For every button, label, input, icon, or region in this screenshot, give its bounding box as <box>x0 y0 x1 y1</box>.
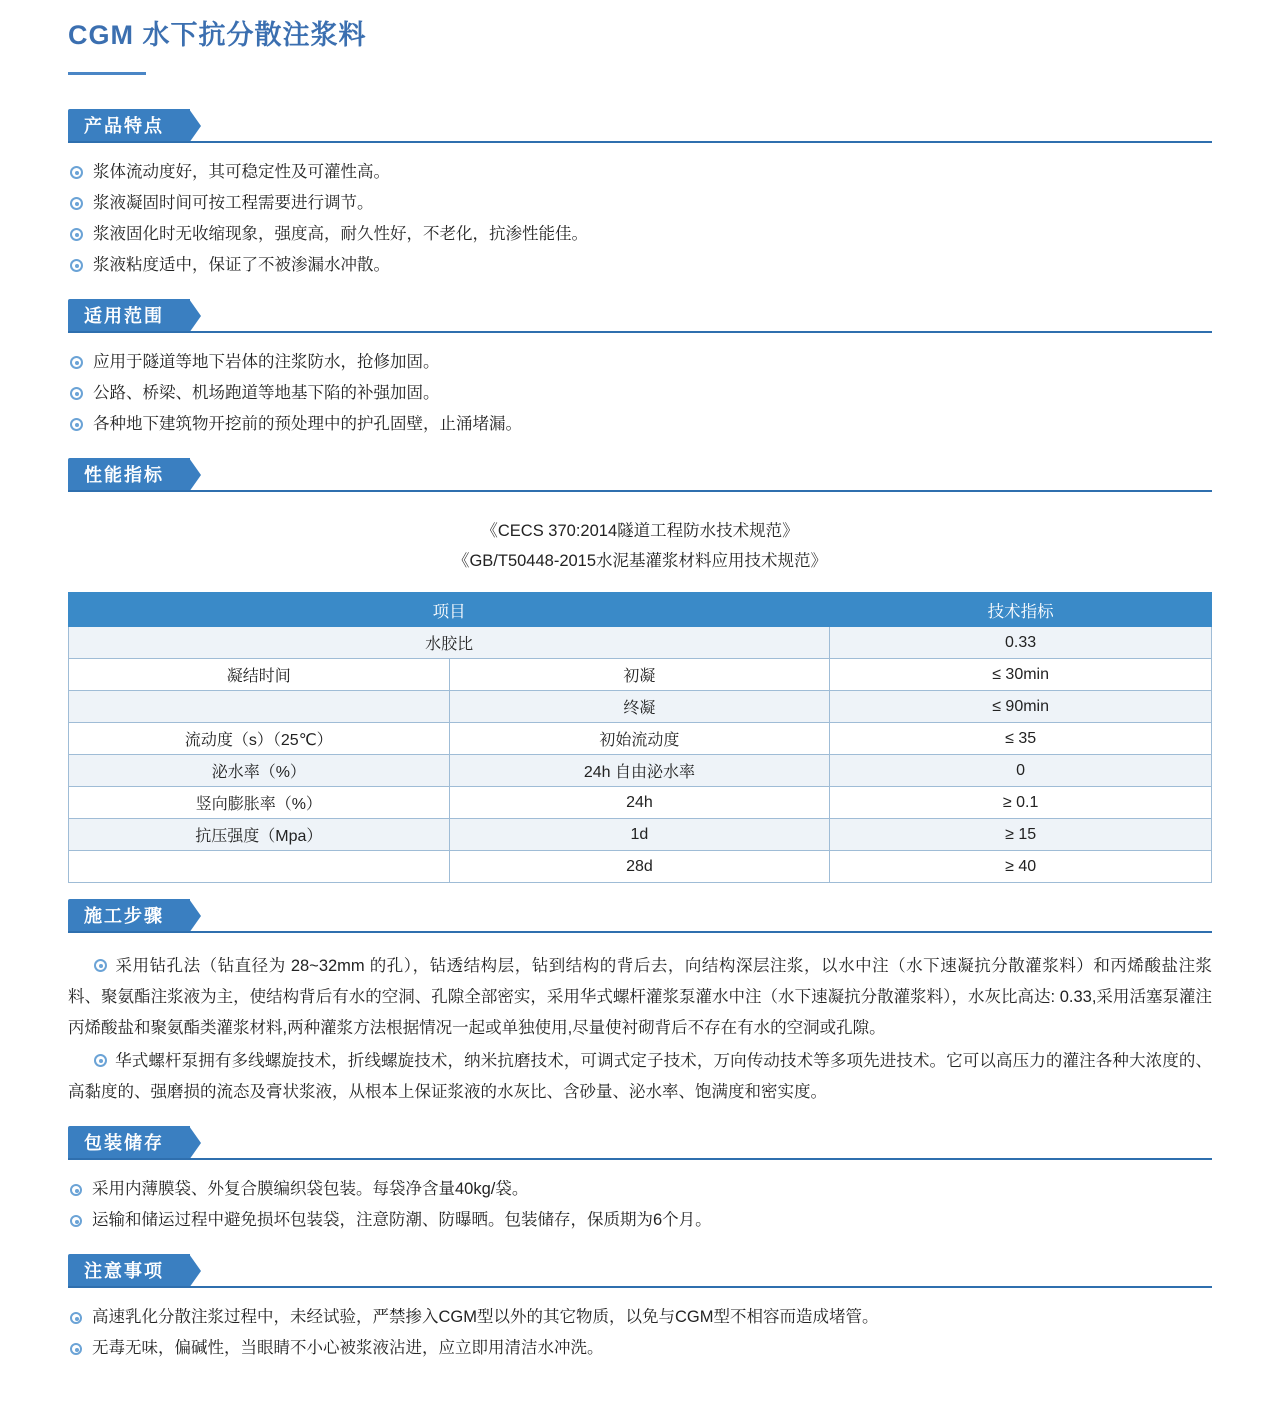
table-cell-value: ≥ 40 <box>830 851 1212 883</box>
section-rule <box>68 141 1212 143</box>
section-packaging <box>68 1126 1212 1248</box>
table-row <box>69 755 1212 787</box>
table-cell-value: 0.33 <box>830 627 1212 659</box>
section-header-scope <box>68 299 1212 333</box>
table-row <box>69 691 1212 723</box>
scope-list <box>68 343 1212 452</box>
table-cell-value: ≥ 15 <box>830 819 1212 851</box>
table-header-cell: 项目 <box>69 593 830 627</box>
table-header-cell: 技术指标 <box>830 593 1212 627</box>
section-rule <box>68 1158 1212 1160</box>
section-title-performance: 性能指标 <box>68 458 190 492</box>
table-header-row <box>69 593 1212 627</box>
table-cell-item: 抗压强度（Mpa） <box>69 819 450 851</box>
table-cell-sub: 初始流动度 <box>449 723 830 755</box>
list-item-text: 采用内薄膜袋、外复合膜编织袋包装。每袋净含量40kg/袋。 <box>92 1180 529 1198</box>
list-item <box>68 250 1212 281</box>
bullet-icon <box>70 356 83 369</box>
table-cell-value: ≤ 90min <box>830 691 1212 723</box>
list-item <box>68 1302 1212 1333</box>
section-header-packaging <box>68 1126 1212 1160</box>
section-scope <box>68 299 1212 452</box>
bullet-icon <box>94 1054 107 1067</box>
list-item-text: 应用于隧道等地下岩体的注浆防水，抢修加固。 <box>93 353 440 371</box>
list-item <box>68 347 1212 378</box>
title-underline <box>68 72 146 75</box>
table-row <box>69 659 1212 691</box>
section-rule <box>68 331 1212 333</box>
table-row <box>69 851 1212 883</box>
section-steps <box>68 899 1212 1120</box>
section-title-notes: 注意事项 <box>68 1254 190 1288</box>
list-item <box>68 1333 1212 1364</box>
steps-paragraphs <box>68 943 1212 1120</box>
bullet-icon <box>70 387 83 400</box>
paragraph <box>68 951 1212 1044</box>
list-item-text: 公路、桥梁、机场跑道等地基下陷的补强加固。 <box>93 384 440 402</box>
table-cell-value: ≤ 30min <box>830 659 1212 691</box>
section-title-steps: 施工步骤 <box>68 899 190 933</box>
paragraph-text: 华式螺杆泵拥有多线螺旋技术，折线螺旋技术，纳米抗磨技术，可调式定子技术，万向传动技术等多项先进技术。它可以高压力的灌注各种大浓度的、高黏度的、强磨损的流态及膏状浆液，从根本上保证浆液的水灰比、含砂量、泌水率、饱满度和密实度。 <box>68 1052 1212 1101</box>
section-rule <box>68 1286 1212 1288</box>
features-list <box>68 153 1212 293</box>
table-cell-item: 竖向膨胀率（%） <box>69 787 450 819</box>
table-cell-value: ≥ 0.1 <box>830 787 1212 819</box>
paragraph <box>68 1046 1212 1108</box>
bullet-icon <box>70 197 83 210</box>
list-item <box>68 378 1212 409</box>
section-title-scope: 适用范围 <box>68 299 190 333</box>
section-header-features <box>68 109 1212 143</box>
page-title: CGM 水下抗分散注浆料 <box>68 20 367 50</box>
section-features <box>68 109 1212 293</box>
section-header-notes <box>68 1254 1212 1288</box>
table-cell-item: 凝结时间 <box>69 659 450 691</box>
list-item-text: 各种地下建筑物开挖前的预处理中的护孔固壁，止涌堵漏。 <box>93 415 522 433</box>
list-item-text: 高速乳化分散注浆过程中，未经试验，严禁掺入CGM型以外的其它物质，以免与CGM型不相容而造成堵管。 <box>92 1308 879 1326</box>
section-title-packaging: 包装储存 <box>68 1126 190 1160</box>
list-item-text: 运输和储运过程中避免损坏包装袋，注意防潮、防曝晒。包装储存，保质期为6个月。 <box>92 1211 712 1229</box>
bullet-icon <box>94 959 107 972</box>
table-cell-sub: 1d <box>449 819 830 851</box>
section-performance <box>68 458 1212 883</box>
section-title-features: 产品特点 <box>68 109 190 143</box>
table-cell-sub: 28d <box>449 851 830 883</box>
list-item-text: 浆液固化时无收缩现象，强度高，耐久性好，不老化，抗渗性能佳。 <box>93 225 588 243</box>
notes-list <box>68 1298 1212 1376</box>
section-header-steps <box>68 899 1212 933</box>
table-cell-item: 水胶比 <box>69 627 830 659</box>
section-notes <box>68 1254 1212 1376</box>
table-row <box>69 819 1212 851</box>
table-cell-item: 泌水率（%） <box>69 755 450 787</box>
table-cell-item <box>69 691 450 723</box>
table-cell-sub: 终凝 <box>449 691 830 723</box>
section-rule <box>68 490 1212 492</box>
table-cell-value: 0 <box>830 755 1212 787</box>
section-header-performance <box>68 458 1212 492</box>
bullet-icon <box>70 166 83 179</box>
bullet-icon <box>70 1343 82 1355</box>
packaging-list <box>68 1170 1212 1248</box>
table-cell-sub: 初凝 <box>449 659 830 691</box>
table-row <box>69 627 1212 659</box>
bullet-icon <box>70 259 83 272</box>
table-cell-value: ≤ 35 <box>830 723 1212 755</box>
bullet-icon <box>70 1312 82 1324</box>
bullet-icon <box>70 228 83 241</box>
list-item <box>68 219 1212 250</box>
bullet-icon <box>70 418 83 431</box>
paragraph-text: 采用钻孔法（钻直径为 28~32mm 的孔），钻透结构层，钻到结构的背后去，向结构深层注浆，以水中注（水下速凝抗分散灌浆料）和丙烯酸盐注浆料、聚氨酯注浆液为主，使结构背后有水的空洞、孔隙全部密实，采用华式螺杆灌浆泵灌水中注（水下速凝抗分散灌浆料），水灰比高达: 0.33,采用活塞泵灌注丙烯酸盐和聚氨酯类灌浆材料,两种灌浆方法根据情况一起或单独使用,尽量使衬砌背后不存在有水的空洞或孔隙。 <box>68 957 1212 1037</box>
list-item-text: 浆体流动度好，其可稳定性及可灌性高。 <box>93 163 390 181</box>
standard-line: 《GB/T50448-2015水泥基灌浆材料应用技术规范》 <box>452 552 828 570</box>
standards-block <box>68 502 1212 586</box>
performance-table <box>68 592 1212 883</box>
list-item-text: 浆液凝固时间可按工程需要进行调节。 <box>93 194 374 212</box>
list-item-text: 无毒无味，偏碱性，当眼睛不小心被浆液沾进，应立即用清洁水冲洗。 <box>92 1339 604 1357</box>
table-row <box>69 723 1212 755</box>
table-cell-item: 流动度（s）（25℃） <box>69 723 450 755</box>
list-item <box>68 188 1212 219</box>
section-rule <box>68 931 1212 933</box>
table-cell-sub: 24h <box>449 787 830 819</box>
bullet-icon <box>70 1215 82 1227</box>
standard-line: 《CECS 370:2014隧道工程防水技术规范》 <box>481 522 799 540</box>
list-item <box>68 409 1212 440</box>
bullet-icon <box>70 1184 82 1196</box>
list-item-text: 浆液粘度适中，保证了不被渗漏水冲散。 <box>93 256 390 274</box>
list-item <box>68 1205 1212 1236</box>
table-cell-item <box>69 851 450 883</box>
list-item <box>68 157 1212 188</box>
table-cell-sub: 24h 自由泌水率 <box>449 755 830 787</box>
table-row <box>69 787 1212 819</box>
list-item <box>68 1174 1212 1205</box>
